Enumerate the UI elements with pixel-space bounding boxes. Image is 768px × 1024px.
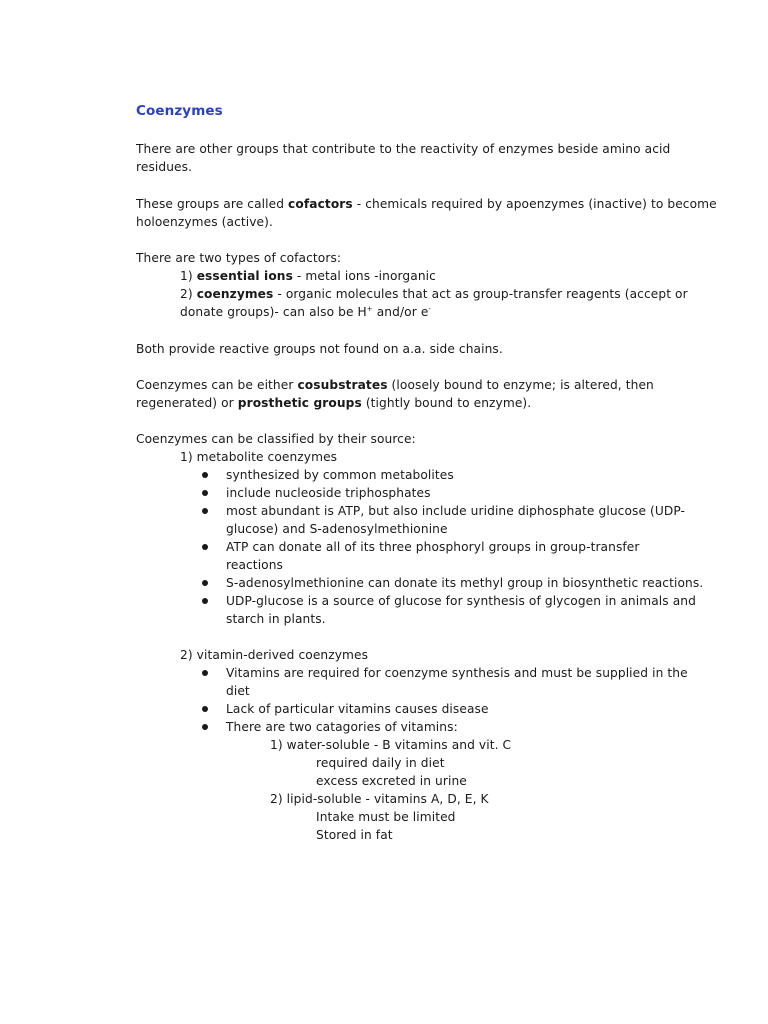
paragraph-line (136, 249, 341, 267)
text: donate groups)- can also be H (180, 305, 367, 319)
text: regenerated) or (136, 396, 238, 410)
bullet-item-continuation (226, 556, 283, 574)
bullet-icon (202, 706, 208, 712)
paragraph-line (136, 376, 654, 394)
sub-list-detail (316, 808, 456, 826)
text: There are two catagories of vitamins: (226, 720, 458, 734)
bullet-item (226, 574, 703, 592)
bullet-item (226, 664, 688, 682)
bullet-icon (202, 598, 208, 604)
bullet-item (226, 484, 431, 502)
bullet-item (226, 592, 696, 610)
text: 1) water-soluble - B vitamins and vit. C (270, 738, 512, 752)
item-number: 2) (180, 287, 197, 301)
text: Lack of particular vitamins causes disease (226, 702, 489, 716)
bold-term: coenzymes (196, 287, 274, 301)
bullet-item (226, 538, 640, 556)
text: starch in plants. (226, 612, 326, 626)
text: diet (226, 684, 250, 698)
sub-list-detail (316, 754, 445, 772)
bullet-item (226, 466, 454, 484)
text: - chemicals required by apoenzymes (inactive) to become (352, 197, 717, 211)
text: Coenzymes can be either (136, 378, 298, 392)
bullet-icon (202, 472, 208, 478)
text: most abundant is ATP, but also include uridine diphosphate glucose (UDP- (226, 504, 686, 518)
text: Vitamins are required for coenzyme synthesis and must be supplied in the (226, 666, 688, 680)
bullet-item-continuation (226, 610, 326, 628)
text: Intake must be limited (316, 810, 456, 824)
bullet-item (226, 502, 685, 520)
bullet-item (226, 700, 489, 718)
item-number: 1) (180, 269, 197, 283)
text: reactions (226, 558, 284, 572)
text: synthesized by common metabolites (226, 468, 454, 482)
page-title: Coenzymes (136, 103, 223, 119)
list-item (180, 285, 688, 303)
text: holoenzymes (active). (136, 215, 273, 229)
bold-term: cofactors (288, 197, 353, 211)
text: excess excreted in urine (316, 774, 467, 788)
list-heading (180, 448, 337, 466)
bullet-item-continuation (226, 682, 250, 700)
paragraph-line (136, 195, 717, 213)
text: Coenzymes can be classified by their source: (136, 432, 416, 446)
paragraph-line (136, 213, 273, 231)
text: UDP-glucose is a source of glucose for synthesis of glycogen in animals and (226, 594, 696, 608)
paragraph-line (136, 158, 192, 176)
sub-list-item (270, 736, 511, 754)
text: 1) metabolite coenzymes (180, 450, 338, 464)
paragraph-line (136, 140, 670, 158)
list-heading (180, 646, 368, 664)
text: These groups are called (136, 197, 289, 211)
paragraph-line (136, 340, 503, 358)
text: ATP can donate all of its three phosphoryl groups in group-transfer (226, 540, 640, 554)
bullet-icon (202, 490, 208, 496)
text: S-adenosylmethionine can donate its methyl group in biosynthetic reactions. (226, 576, 704, 590)
text: and/or e (372, 305, 429, 319)
text: residues. (136, 160, 193, 174)
text: There are other groups that contribute to the reactivity of enzymes beside amino acid (136, 142, 671, 156)
text: Both provide reactive groups not found on a.a. side chains. (136, 342, 503, 356)
paragraph-line (136, 430, 416, 448)
superscript: + (366, 305, 373, 313)
superscript: - (428, 305, 432, 313)
bold-term: cosubstrates (297, 378, 388, 392)
text: include nucleoside triphosphates (226, 486, 431, 500)
bullet-icon (202, 580, 208, 586)
text: - metal ions -inorganic (292, 269, 436, 283)
text: glucose) and S-adenosylmethionine (226, 522, 448, 536)
text: 2) vitamin-derived coenzymes (180, 648, 369, 662)
sub-list-item (270, 790, 489, 808)
bullet-item (226, 718, 458, 736)
text: (loosely bound to enzyme; is altered, then (387, 378, 654, 392)
text: 2) lipid-soluble - vitamins A, D, E, K (270, 792, 489, 806)
bold-term: prosthetic groups (237, 396, 362, 410)
text: - organic molecules that act as group-transfer reagents (accept or (273, 287, 688, 301)
list-item (180, 267, 436, 285)
bullet-icon (202, 544, 208, 550)
bullet-icon (202, 670, 208, 676)
text: (tightly bound to enzyme). (361, 396, 532, 410)
bold-term: essential ions (196, 269, 293, 283)
paragraph-line (136, 394, 531, 412)
bullet-item-continuation (226, 520, 448, 538)
text: Stored in fat (316, 828, 393, 842)
bullet-icon (202, 724, 208, 730)
text: required daily in diet (316, 756, 445, 770)
sub-list-detail (316, 826, 393, 844)
list-item-continuation (180, 303, 431, 321)
sub-list-detail (316, 772, 467, 790)
text: There are two types of cofactors: (136, 251, 342, 265)
bullet-icon (202, 508, 208, 514)
